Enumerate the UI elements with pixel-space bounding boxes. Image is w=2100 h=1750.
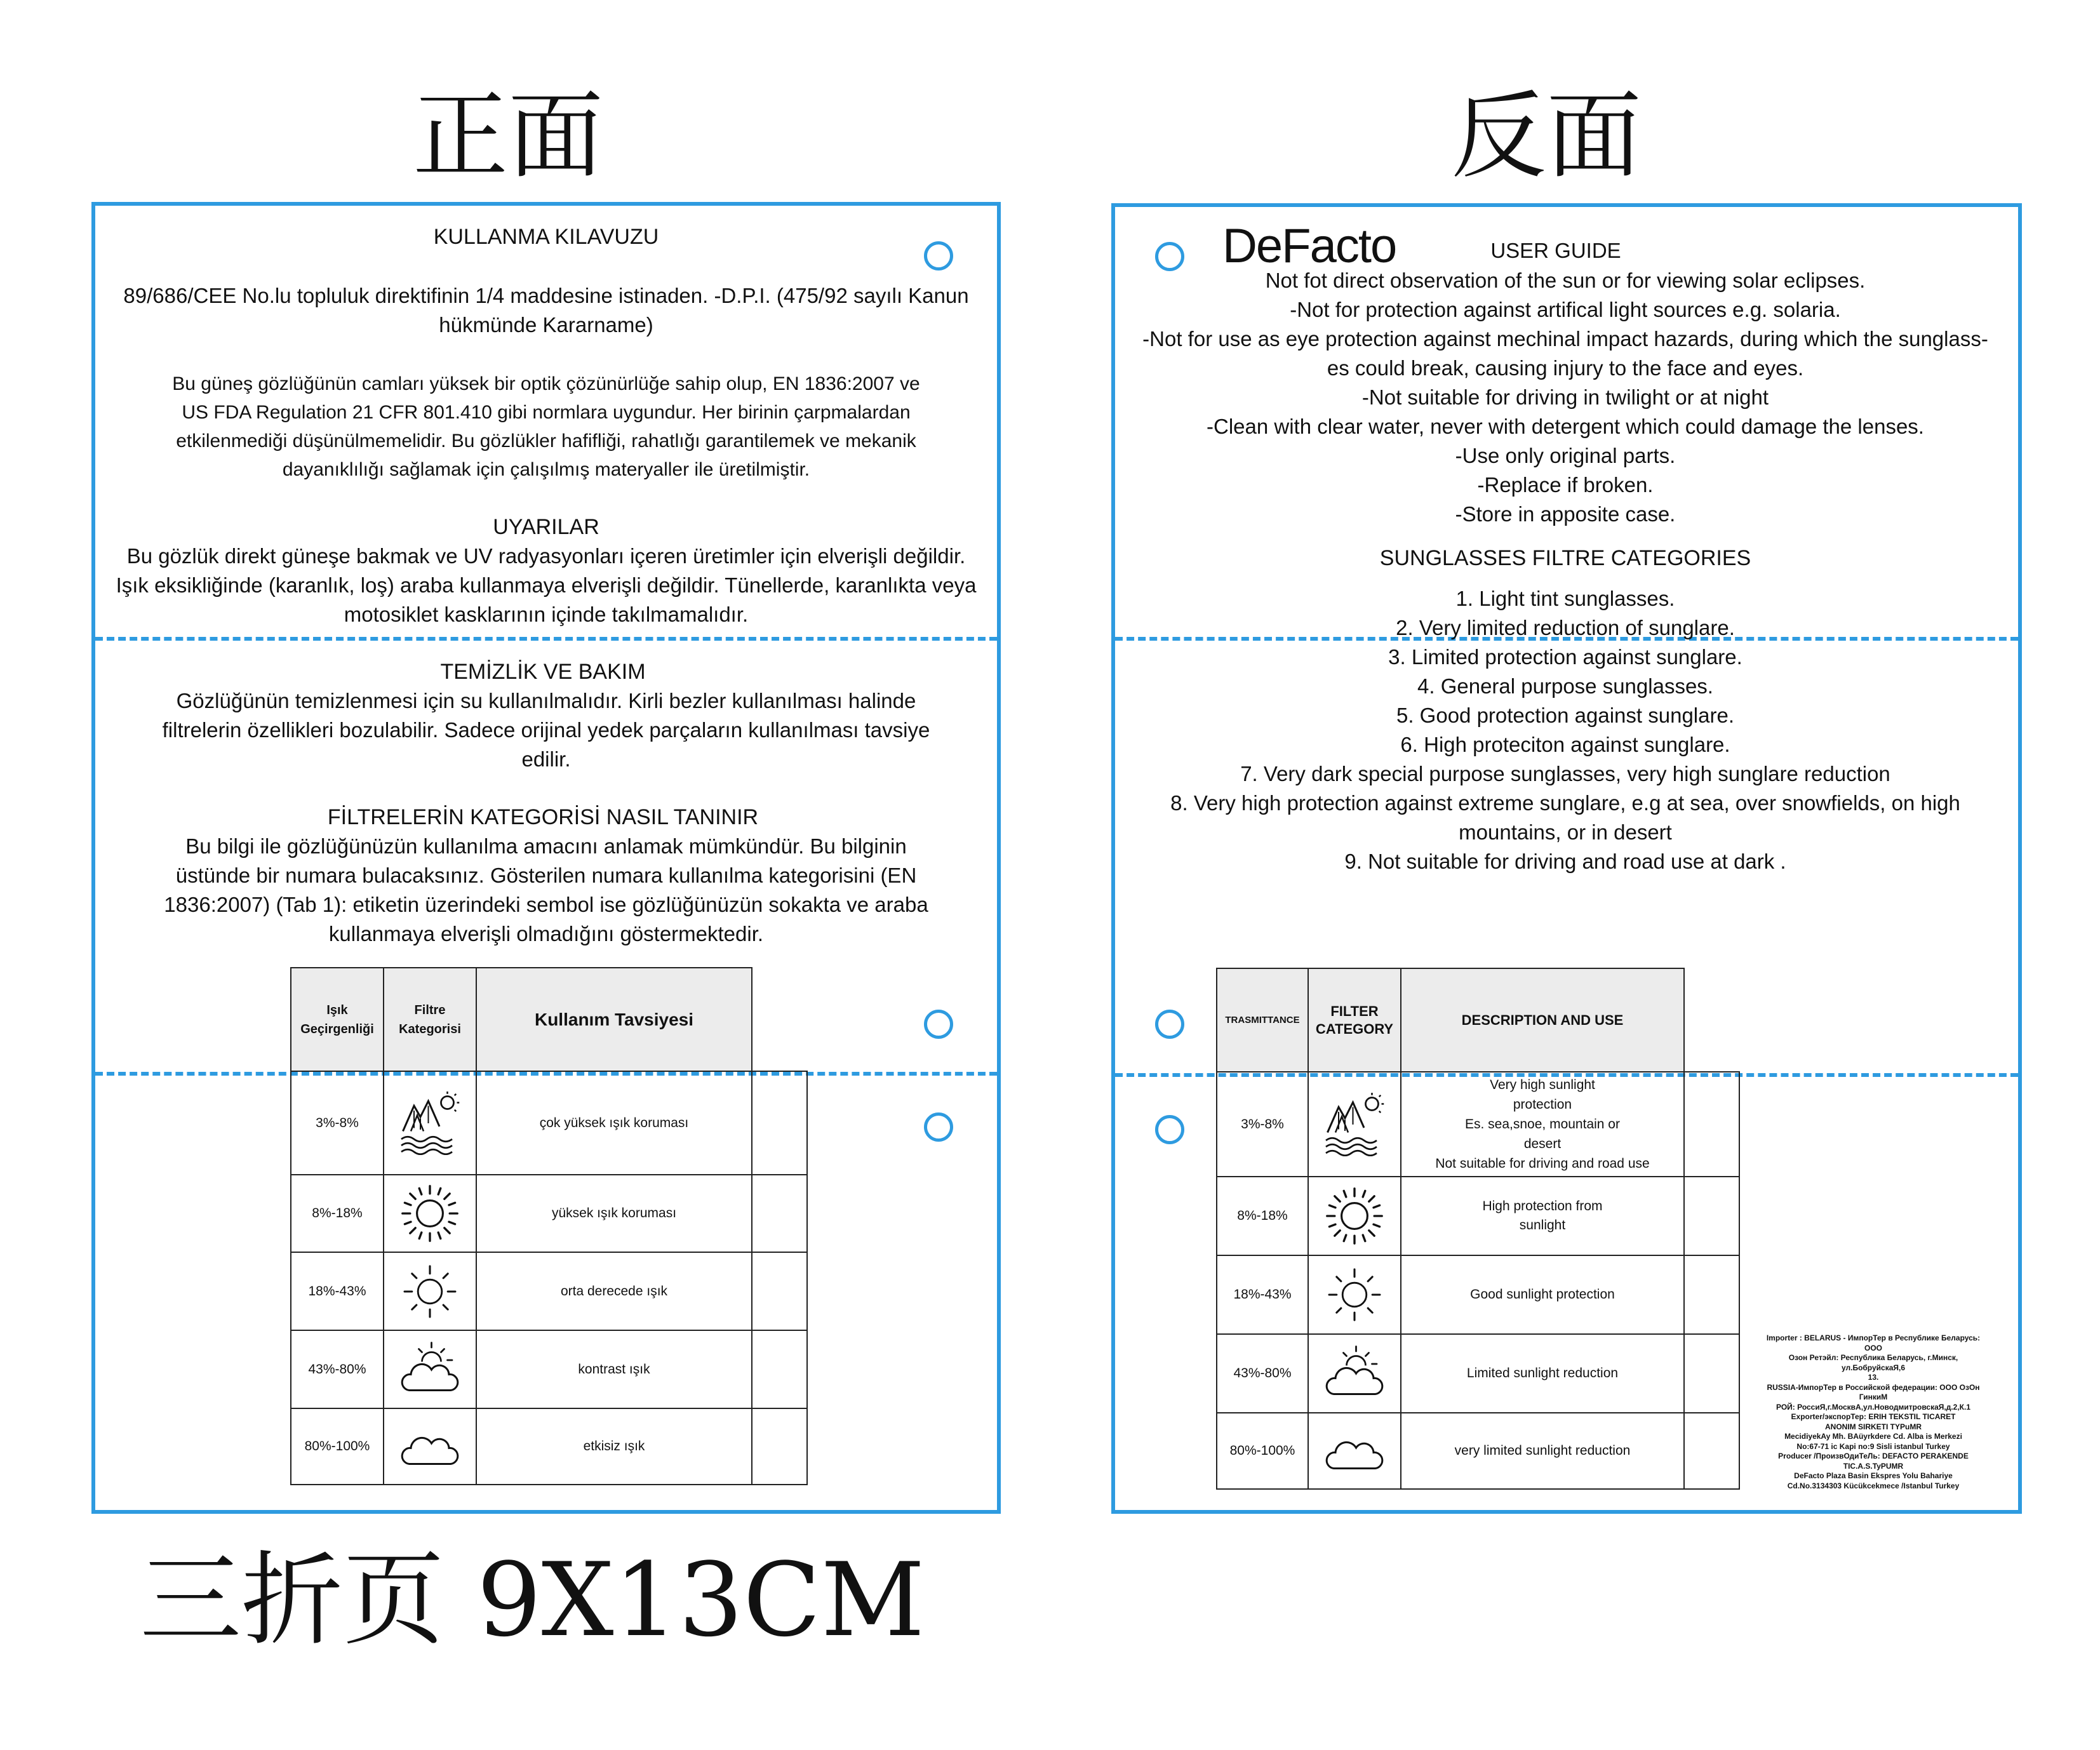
description-cell [1401,1255,1684,1334]
usage-cell: etkisiz ışık [476,1408,752,1485]
table-row [291,1330,807,1408]
care-title: TEMİZLİK VE BAKIM [440,660,646,684]
table-row [291,1175,807,1252]
importer-line: Importer : BELARUS - ИмпорТер в Республике Беларусь: ООО [1766,1333,1981,1353]
format-label: 三折页 9X13CM [140,1540,925,1659]
category-line: 3. Limited protection against sunglare. [1388,645,1742,669]
front-side-label: 正面 [413,81,604,192]
mountain-sun-water-icon [1308,1072,1401,1177]
mountain-sun-water-icon [384,1071,476,1175]
table-row [1217,1334,1739,1413]
importer-line: TIC.A.S.TyPUMR [1843,1461,1904,1471]
filter-categories-title: SUNGLASSES FILTRE CATEGORIES [1379,546,1751,570]
category-line: 7. Very dark special purpose sunglasses, very high sunglare reduction [1240,762,1890,785]
guide-line: -Not for protection against artifical light sources e.g. solaria. [1290,298,1841,321]
category-line: 6. High proteciton against sunglare. [1400,733,1730,756]
guide-line: -Use only original parts. [1455,444,1676,467]
table-row [1217,1413,1739,1489]
importer-line: RUSSIA-ИмпорТер в Российской федерации: ООО ОзОн ГинкиМ [1767,1382,1980,1401]
usage-cell: çok yüksek ışık koruması [476,1071,752,1175]
description-cell [1401,1072,1684,1177]
sun-behind-cloud-icon [1308,1334,1401,1413]
sun-icon [1308,1255,1401,1334]
header-category: FILTER CATEGORY [1308,968,1401,1072]
guide-line: Not fot direct observation of the sun or for viewing solar eclipses. [1265,269,1866,292]
description-cell [1401,1334,1684,1413]
guide-line: -Not for use as eye protection against mechinal impact hazards, during which the sunglass- [1142,327,1988,351]
table-row [1217,1255,1739,1334]
guide-line: -Replace if broken. [1477,473,1654,497]
importer-info [1759,1333,1988,1491]
description-line: Very high sunlight [1490,1078,1595,1092]
transmittance-cell: 80%-100% [1217,1413,1308,1489]
empty-cell [1684,1334,1739,1413]
guide-line: es could break, causing injury to the face and eyes. [1327,356,1804,380]
importer-line: Cd.No.3134303 Kücükcekmece /Istanbul Turkey [1787,1481,1960,1490]
sun-behind-cloud-icon [384,1330,476,1408]
description-line: Not suitable for driving and road use [1435,1156,1650,1171]
front-intro: Bu güneş gözlüğünün camları yüksek bir optik çözünürlüğe sahip olup, EN 1836:2007 ve US FDA Regulation 21 CFR 801.410 gibi normlara uygundur. Her birinin çarpmalardan etkilenmediği düşünülmemelidir. Bu gözlükler hafifliği, rahatlığı garantilemek ve mekanik dayanıklılığı sağlamak için çalışılmış materyaller ile üretilmiştir. [172,373,920,480]
importer-line: РОЙ: РоссиЯ,г.МосквА,ул.НоводмитровскаЯ,д.2,К.1 [1776,1402,1970,1412]
punch-hole [924,1112,953,1142]
strong-sun-icon [1308,1177,1401,1255]
sun-icon [384,1252,476,1330]
table-row [291,1408,807,1485]
empty-cell [752,1330,807,1408]
table-row [1217,1177,1739,1255]
description-cell [1401,1413,1684,1489]
description-line: sunlight [1519,1218,1566,1232]
empty-cell [1684,1072,1739,1177]
empty-cell [752,1408,807,1485]
transmittance-cell: 3%-8% [1217,1072,1308,1177]
empty-cell [1684,1413,1739,1489]
description-line: very limited sunlight reduction [1454,1443,1631,1458]
table-row [1217,1072,1739,1177]
transmittance-cell: 43%-80% [291,1330,384,1408]
transmittance-cell: 8%-18% [291,1175,384,1252]
empty-cell [752,1252,807,1330]
category-line: 8. Very high protection against extreme sunglare, e.g at sea, over snowfields, on high [1170,791,1960,815]
front-title: KULLANMA KILAVUZU [433,225,659,249]
category-line: 9. Not suitable for driving and road use at dark . [1344,850,1786,873]
table-row [291,1252,807,1330]
categories-title: FİLTRELERİN KATEGORİSİ NASIL TANINIR [327,805,759,829]
category-line: 2. Very limited reduction of sunglare. [1396,616,1735,639]
category-line: 4. General purpose sunglasses. [1417,674,1713,698]
guide-line: -Clean with clear water, never with detergent which could damage the lenses. [1207,415,1924,438]
importer-line: Exporter/экспорТер: ERIH TEKSTIL TICARET [1791,1412,1956,1421]
description-line: Es. sea,snoe, mountain or [1465,1117,1620,1132]
punch-hole [1155,1010,1184,1039]
front-directive: 89/686/CEE No.lu topluluk direktifinin 1/4 maddesine istinaden. -D.P.I. (475/92 sayılı Kanun hükmünde Kararname) [123,284,969,337]
empty-cell [1684,1177,1739,1255]
header-category: Filtre Kategorisi [384,968,476,1071]
transmittance-cell: 8%-18% [1217,1177,1308,1255]
punch-hole [924,1010,953,1039]
header-usage: Kullanım Tavsiyesi [476,968,752,1071]
importer-line: DeFacto Plaza Basin Ekspres Yolu Bahariye [1794,1471,1953,1480]
empty-cell [752,1071,807,1175]
header-transmittance: Işık Geçirgenliği [291,968,384,1071]
guide-line: -Store in apposite case. [1455,502,1676,526]
fold-line-1 [95,637,997,641]
back-title: USER GUIDE [1490,239,1621,262]
transmittance-cell: 18%-43% [1217,1255,1308,1334]
category-line: 5. Good protection against sunglare. [1396,704,1734,727]
category-line: mountains, or in desert [1459,820,1672,844]
transmittance-cell: 18%-43% [291,1252,384,1330]
cloud-icon [1308,1413,1401,1489]
description-cell [1401,1177,1684,1255]
guide-line: -Not suitable for driving in twilight or at night [1361,385,1769,409]
description-line: High protection from [1482,1199,1603,1213]
empty-cell [752,1175,807,1252]
importer-line: MecidiyekAy Mh. BAüyrkdere Cd. Alba is Merkezi [1784,1432,1962,1441]
importer-line: 13. [1868,1373,1879,1382]
table-row [291,1071,807,1175]
usage-cell: kontrast ışık [476,1330,752,1408]
category-line: 1. Light tint sunglasses. [1455,587,1675,610]
description-line: Good sunlight protection [1470,1287,1615,1302]
care-text: Gözlüğünün temizlenmesi için su kullanılmalıdır. Kirli bezler kullanılması halinde filtrelerin özellikleri bozulabilir. Sadece orijinal yedek parçaların kullanılması tavsiye edilir. [162,689,930,771]
description-line: desert [1523,1137,1562,1151]
transmittance-cell: 43%-80% [1217,1334,1308,1413]
warnings-title: UYARILAR [493,515,599,539]
usage-cell: yüksek ışık koruması [476,1175,752,1252]
header-description: DESCRIPTION AND USE [1401,968,1684,1072]
importer-line: Озон Ретэйл: Республика Беларусь, г.Минск, ул.БобруйскаЯ,6 [1788,1353,1958,1372]
description-line: protection [1513,1097,1572,1112]
transmittance-cell: 80%-100% [291,1408,384,1485]
front-filter-table [290,967,808,1485]
header-transmittance: TRASMITTANCE [1217,968,1308,1072]
warnings-text: Bu gözlük direkt güneşe bakmak ve UV radyasyonları içeren üretimler için elverişli değildir. Işık eksikliğinde (karanlık, loş) araba kullanmaya elverişli değildir. Tünellerde, karanlıkta veya motosiklet kasklarının içinde takılmamalıdır. [116,544,977,626]
back-filter-table [1216,968,1740,1490]
brand-logo: DeFacto [1222,219,1396,273]
transmittance-cell: 3%-8% [291,1071,384,1175]
importer-line: ANONIM SIRKETI TYPuMR [1825,1422,1922,1431]
importer-line: Producer /ПроизвОдиТеЛь: DEFACTO PERAKENDE [1778,1452,1969,1460]
categories-text: Bu bilgi ile gözlüğünüzün kullanılma amacını anlamak mümkündür. Bu bilginin üstünde bir numara bulacaksınız. Gösterilen numara kullanılma kategorisini (EN 1836:2007) (Tab 1): etiketin üzerindeki sembol ise gözlüğünüzün sokakta ve araba kullanmaya elverişli olmadığını göstermektedir. [164,834,928,945]
importer-line: No:67-71 ic Kapi no:9 Sisli istanbul Turkey [1796,1441,1950,1451]
back-side-label: 反面 [1451,81,1642,192]
usage-cell: orta derecede ışık [476,1252,752,1330]
cloud-icon [384,1408,476,1485]
description-line: Limited sunlight reduction [1466,1366,1619,1380]
empty-cell [1684,1255,1739,1334]
strong-sun-icon [384,1175,476,1252]
punch-hole [1155,1115,1184,1144]
